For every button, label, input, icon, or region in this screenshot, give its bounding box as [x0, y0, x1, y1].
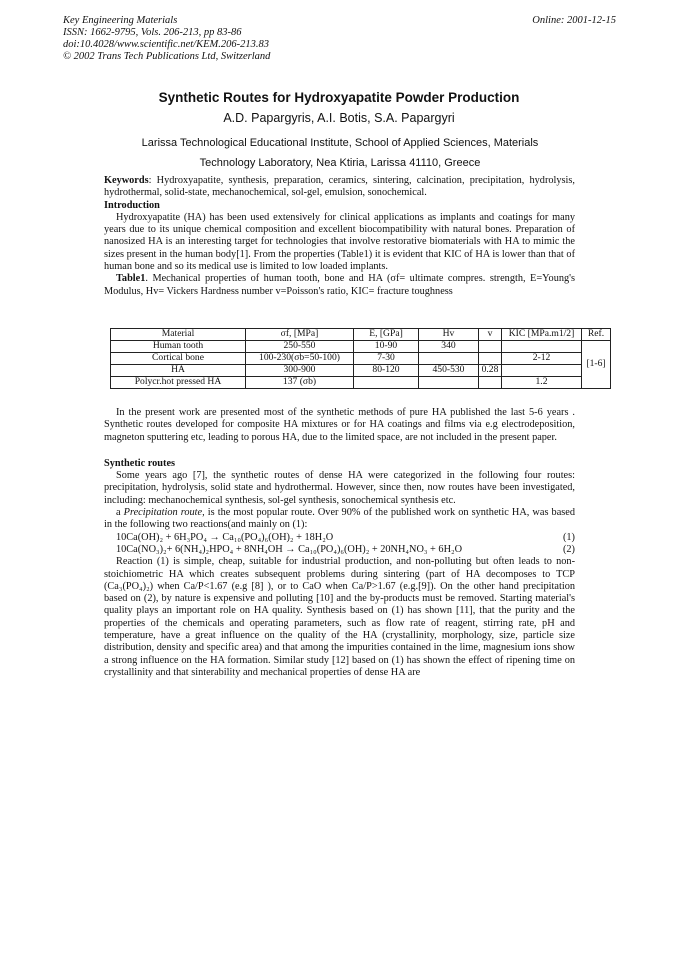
table-cell: 1.2 [502, 377, 582, 389]
introduction-heading: Introduction [104, 199, 160, 211]
doi-line: doi:10.4028/www.scientific.net/KEM.206-213.83 [63, 39, 269, 50]
table-cell: 250-550 [246, 341, 354, 353]
equation-1-text: 10Ca(OH)₂ + 6H₃PO₄ → Ca₁₀(PO₄)₆(OH)₂ + 18H₂O [116, 531, 334, 543]
table-row [111, 341, 611, 353]
precipitation-route-term: Precipitation route, [123, 507, 205, 519]
present-work-paragraph: In the present work are presented most of the synthetic methods of pure HA published the last 5-6 years . Synthetic routes developed for composite HA mixtures or for HA coatings and films via e.g electrodeposition, magneton sputtering etc, leading to porous HA, due to the limited space, are not included in the present paper. [104, 407, 575, 443]
table-cell: 10-90 [354, 341, 419, 353]
table-header: σf, [MPa] [246, 329, 354, 341]
precipitation-paragraph [104, 507, 575, 532]
table-cell: 7-30 [354, 353, 419, 365]
table-cell [502, 365, 582, 377]
equation-2 [104, 544, 575, 556]
table-cell [479, 377, 502, 389]
reaction-paragraph: Reaction (1) is simple, cheap, suitable for industrial production, and non-polluting but often leads to non-stoichiometric HA which creates subsequent problems during sintering (part of HA decomposes to TCP (Ca₃(PO₄)₂) when Ca/P<1.67 (e.g [8] ), or to CaO when Ca/P>1.67 (e.g.[9]). On the other hand precipitation based on (2), by nature is expensive and polluting [10] and the by-products must be removed. Starting material's quality plays an important role on HA quality. Synthesis based on (1) has shown [11], that the purity and the properties of the chemicals and operating parameters, such as flow rate of reagent, stirring rate, pH and temperature, have a great influence on the quality of the HA (crystallinity, morphology, size, particle size distribution, density and specific area) and that among the impurities contained in the lime, magnesium ions show a strong influence on the HA formation. Similar study [12] based on (1) has shown the effect of ripening time on crystallinity and that sinterability and mechanical properties of dense HA are [104, 556, 575, 678]
journal-header [63, 15, 270, 63]
table-cell: 100-230(σb=50-100) [246, 353, 354, 365]
table-cell [354, 377, 419, 389]
table-cell: 0.28 [479, 365, 502, 377]
equation-1 [104, 532, 575, 544]
issn-line: ISSN: 1662-9795, Vols. 206-213, pp 83-86 [63, 27, 242, 38]
table-header: E, [GPa] [354, 329, 419, 341]
synthetic-routes-paragraph: Some years ago [7], the synthetic routes of dense HA were categorized in the following four routes: precipitation, hydrolysis, solid state and hydrothermal. However, since then, now routes have been investigated, including: mechanochemical synthesis, sol-gel synthesis, sonochemical synthesis etc. [104, 470, 575, 506]
table-cell: 300-900 [246, 365, 354, 377]
table-cell [419, 377, 479, 389]
equation-2-number: (2) [562, 543, 575, 555]
table-caption-text: . Mechanical properties of human tooth, bone and HA (σf= ultimate compres. strength, E=Young's Modulus, Hv= Vickers Hardness number v=Poisson's ratio, KIC= fracture toughness [104, 273, 575, 297]
upper-body [104, 175, 575, 298]
spacer [104, 444, 575, 458]
table-header: Material [111, 329, 246, 341]
table-row [111, 365, 611, 377]
properties-table [110, 328, 611, 389]
equation-2-text: 10Ca(NO₃)₂+ 6(NH₄)₂HPO₄ + 8NH₄OH → Ca₁₀(PO₄)₆(OH)₂ + 20NH₄NO₃ + 6H₂O [116, 543, 463, 555]
precipitation-text: is the most popular route. Over 90% of the published work on synthetic HA, was based in the following two reactions(and mainly on (1): [104, 507, 575, 531]
table-cell: Human tooth [111, 341, 246, 353]
keywords-text: : Hydroxyapatite, synthesis, preparation, ceramics, sintering, calcination, precipitation, hydrolysis, hydrothermal, solid-state, mechanochemical, sol-gel, emulsion, sonochemical. [104, 175, 575, 199]
table-header: Hv [419, 329, 479, 341]
synthetic-routes-heading: Synthetic routes [104, 457, 176, 469]
table-row [111, 377, 611, 389]
keywords [104, 175, 575, 200]
table-row [111, 353, 611, 365]
online-date: Online: 2001-12-15 [532, 15, 616, 26]
affiliation-line-1: Larissa Technological Educational Institute, School of Applied Sciences, Materials [141, 137, 539, 149]
journal-name: Key Engineering Materials [63, 15, 178, 26]
introduction-paragraph: Hydroxyapatite (HA) has been used extensively for clinical applications as implants and coatings for many years due to its unique chemical composition and excellent biocompatibility with natural bones. Preparation of nanosized HA is an interesting target for technologies that involve restorative biomaterials with HA to mimic the sizes present in the human body[1]. From the properties (Table1) it is evident that KIC of HA is lower than that of human bone and so its medical use is limited to low loaded implants. [104, 211, 575, 273]
table-caption [104, 273, 575, 298]
table-cell [479, 353, 502, 365]
paper-title: Synthetic Routes for Hydroxyapatite Powder Production [158, 90, 520, 105]
lower-body [104, 407, 575, 679]
table-cell: 340 [419, 341, 479, 353]
table-cell: 137 (σb) [246, 377, 354, 389]
table-cell: 80-120 [354, 365, 419, 377]
table-cell: Cortical bone [111, 353, 246, 365]
table-ref-cell: [1-6] [582, 341, 611, 389]
table-cell [419, 353, 479, 365]
table-cell [479, 341, 502, 353]
copyright-line: © 2002 Trans Tech Publications Ltd, Switzerland [63, 51, 271, 62]
table-cell: 2-12 [502, 353, 582, 365]
table-header-row [111, 329, 611, 341]
authors: A.D. Papargyris, A.I. Botis, S.A. Papargyri [223, 111, 455, 125]
table-cell: HA [111, 365, 246, 377]
precipitation-lead: a [116, 507, 124, 519]
table-header: v [479, 329, 502, 341]
equation-1-number: (1) [562, 531, 575, 543]
table-cell: 450-530 [419, 365, 479, 377]
table-cell: Polycr.hot pressed HA [111, 377, 246, 389]
affiliation-line-2: Technology Laboratory, Nea Ktiria, Larissa 41110, Greece [199, 157, 481, 169]
table-caption-label: Table1 [116, 273, 146, 285]
table-header: KIC [MPa.m1/2] [502, 329, 582, 341]
table-header: Ref. [582, 329, 611, 341]
affiliation [80, 133, 600, 173]
keywords-label: Keywords [104, 175, 149, 186]
table-cell [502, 341, 582, 353]
